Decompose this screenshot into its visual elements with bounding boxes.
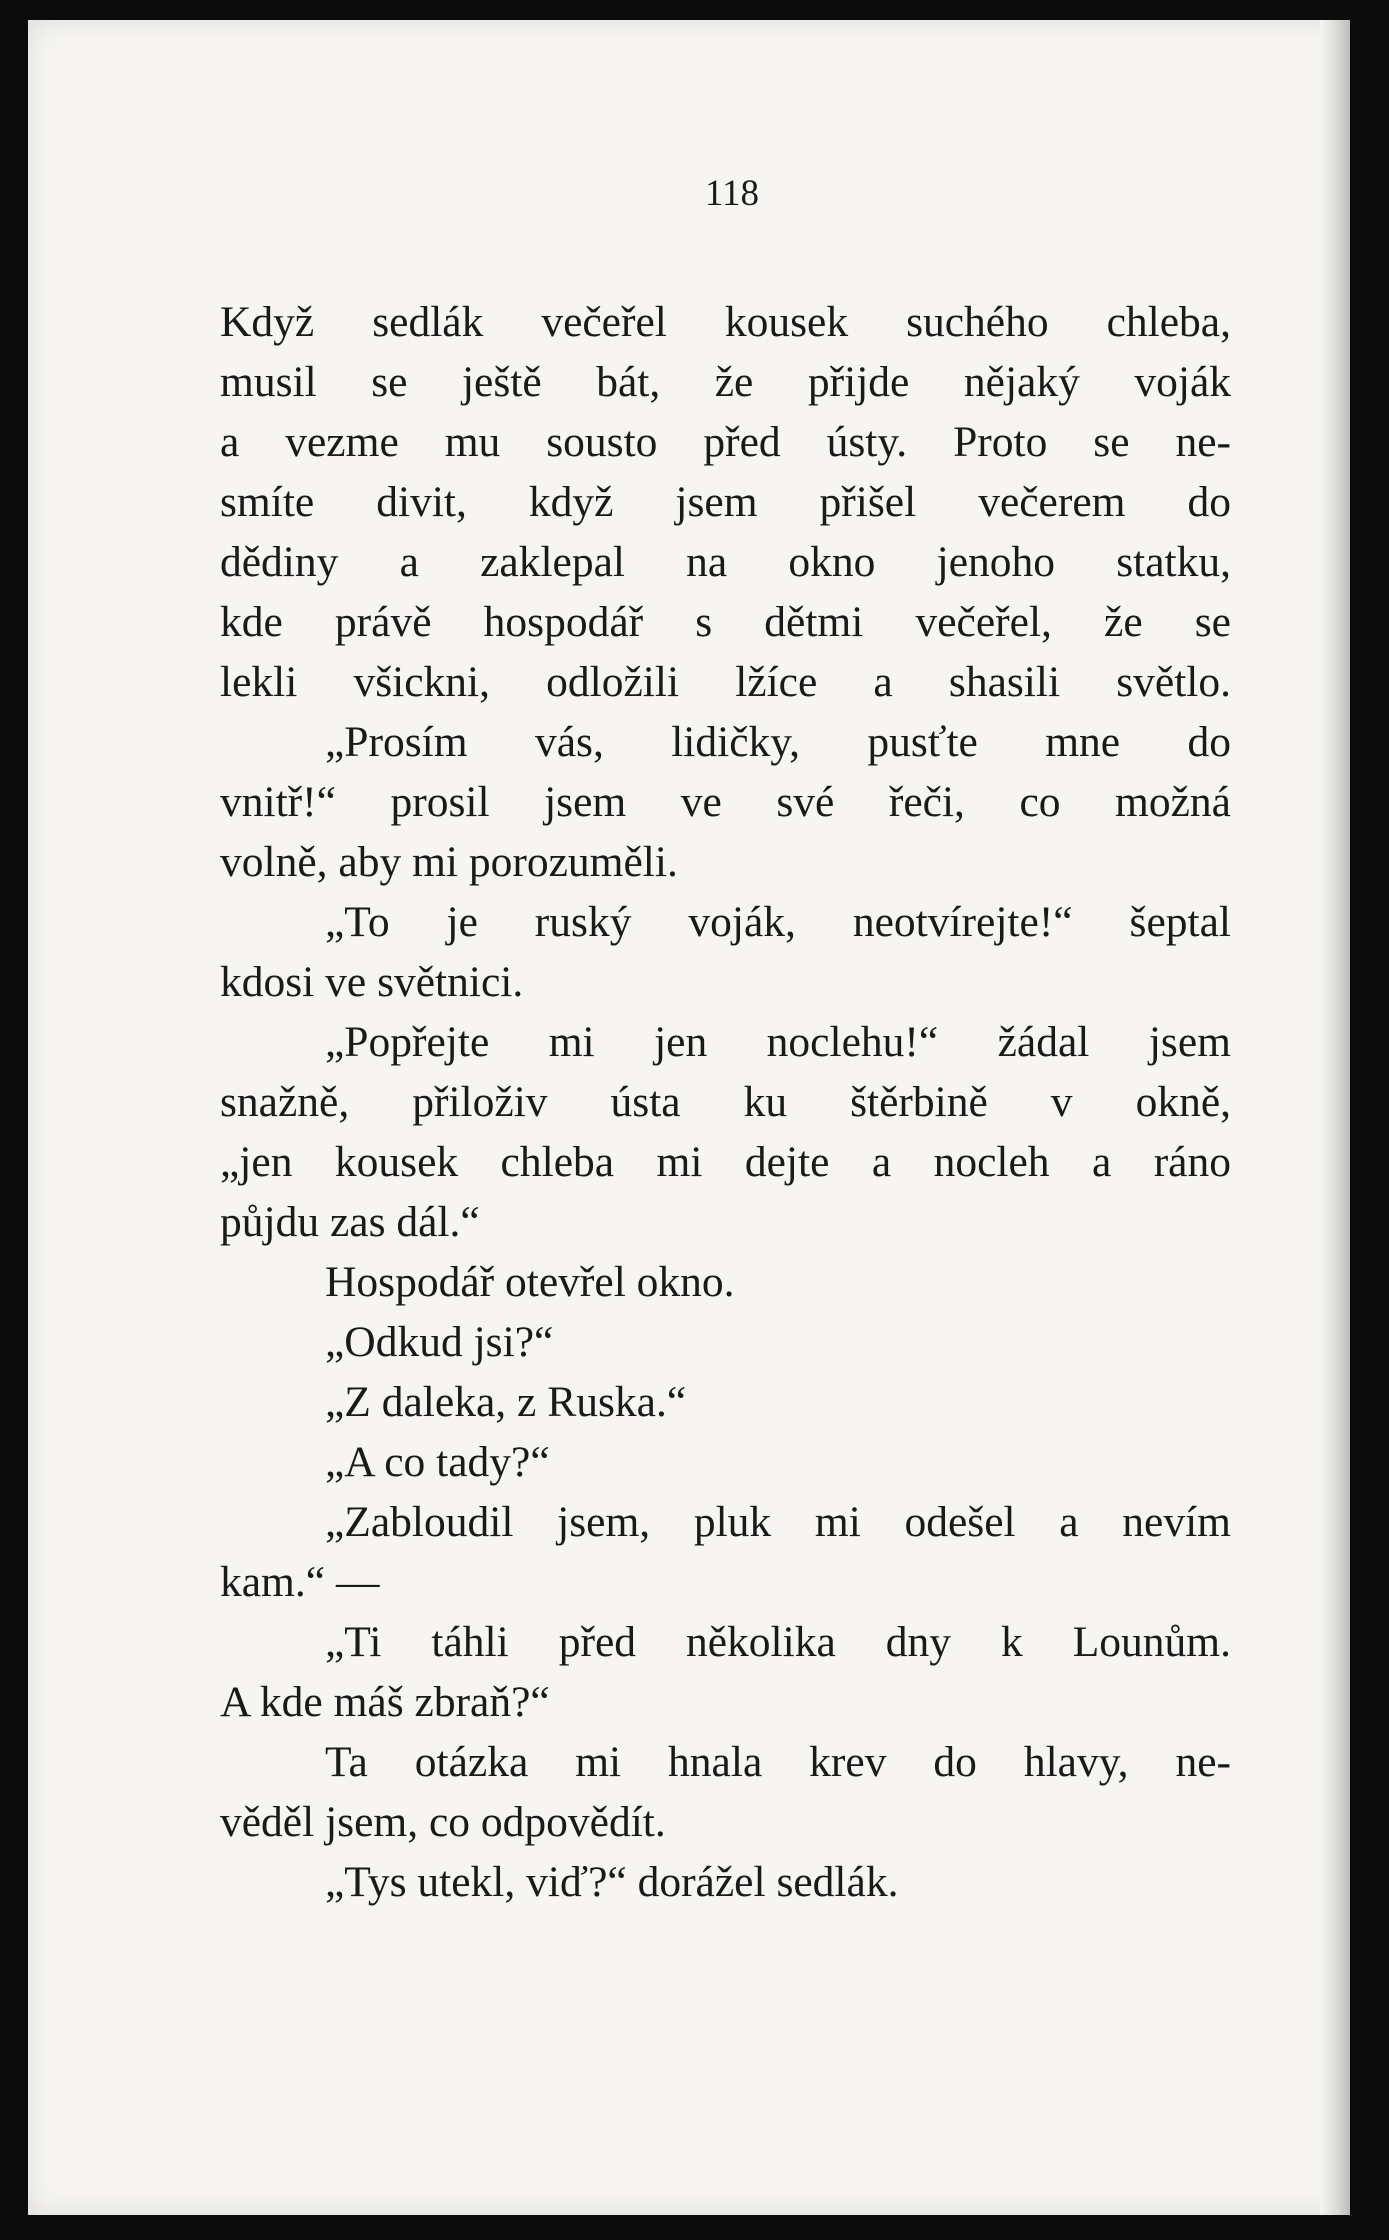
text-line-18: „Odkud jsi?“ xyxy=(325,1318,554,1366)
text-line-6: kde právě hospodář s dětmi večeřel, že se xyxy=(220,598,1231,646)
text-line-3: a vezme mu sousto před ústy. Proto se ne- xyxy=(220,418,1231,466)
text-line-10: volně, aby mi porozuměli. xyxy=(220,838,678,886)
text-line-13: „Popřejte mi jen noclehu!“ žádal jsem xyxy=(325,1018,1231,1066)
text-line-8: „Prosím vás, lidičky, pusťte mne do xyxy=(325,718,1231,766)
text-line-23: „Ti táhli před několika dny k Lounům. xyxy=(325,1618,1231,1666)
text-line-7: lekli všickni, odložili lžíce a shasili světlo. xyxy=(220,658,1231,706)
text-line-26: věděl jsem, co odpovědít. xyxy=(220,1798,666,1846)
text-line-5: dědiny a zaklepal na okno jenoho statku, xyxy=(220,538,1231,586)
text-line-4: smíte divit, když jsem přišel večerem do xyxy=(220,478,1231,526)
text-line-14: snažně, přiloživ ústa ku štěrbině v okně, xyxy=(220,1078,1231,1126)
text-line-27: „Tys utekl, viď?“ dorážel sedlák. xyxy=(325,1858,899,1906)
text-line-1: Když sedlák večeřel kousek suchého chleba, xyxy=(220,298,1231,346)
text-line-15: „jen kousek chleba mi dejte a nocleh a ráno xyxy=(220,1138,1231,1186)
text-line-17: Hospodář otevřel okno. xyxy=(325,1258,735,1306)
page-number: 118 xyxy=(704,173,760,214)
text-line-21: „Zabloudil jsem, pluk mi odešel a nevím xyxy=(325,1498,1231,1546)
page-spine-shadow xyxy=(1320,20,1350,2215)
text-line-19: „Z daleka, z Ruska.“ xyxy=(325,1378,687,1426)
text-line-11: „To je ruský voják, neotvírejte!“ šeptal xyxy=(325,898,1231,946)
text-line-2: musil se ještě bát, že přijde nějaký voják xyxy=(220,358,1231,406)
text-line-20: „A co tady?“ xyxy=(325,1438,550,1486)
text-line-12: kdosi ve světnici. xyxy=(220,958,524,1006)
page-text xyxy=(220,292,1231,1912)
text-line-25: Ta otázka mi hnala krev do hlavy, ne- xyxy=(325,1738,1231,1786)
text-line-22: kam.“ — xyxy=(220,1558,380,1606)
text-line-16: půjdu zas dál.“ xyxy=(220,1198,480,1246)
text-line-24: A kde máš zbraň?“ xyxy=(220,1678,550,1726)
text-line-9: vnitř!“ prosil jsem ve své řeči, co možná xyxy=(220,778,1231,826)
